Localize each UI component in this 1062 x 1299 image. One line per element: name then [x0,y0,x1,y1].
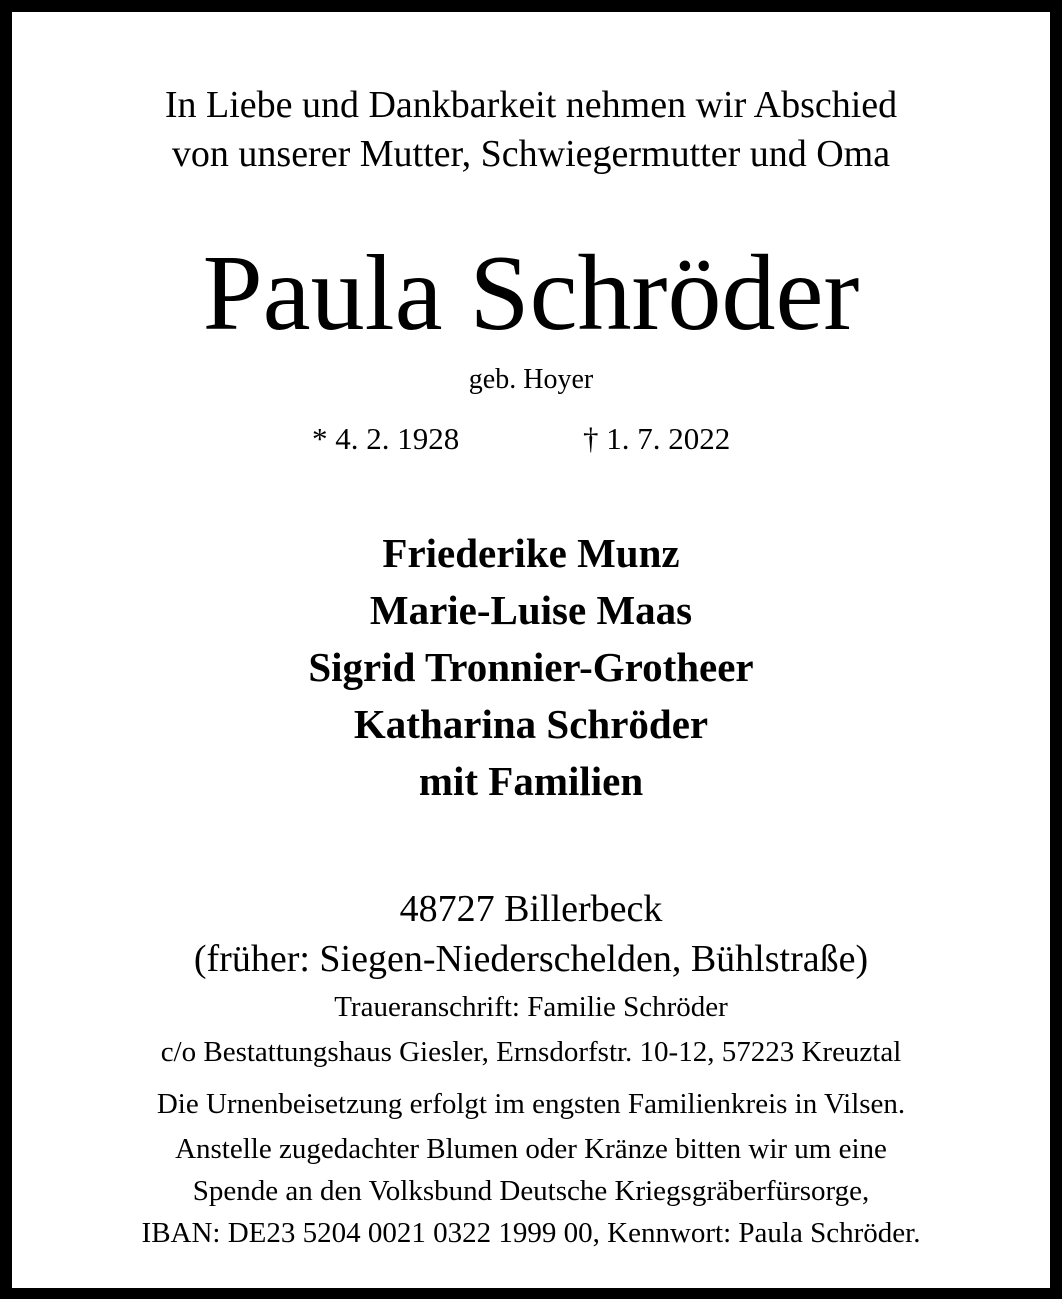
maiden-name: geb. Hoyer [468,364,594,395]
intro-line-2: von unserer Mutter, Schwiegermutter und Oma [171,133,891,175]
death-date: † 1. 7. 2022 [583,421,731,456]
life-dates [0,423,1062,463]
deceased-name: Paula Schröder [202,234,860,353]
mourner-4: Katharina Schröder [353,701,709,747]
former-address: (früher: Siegen-Niederschelden, Bühlstraße) [193,938,869,980]
mourning-address-line-2: c/o Bestattungshaus Giesler, Ernsdorfstr. 10-12, 57223 Kreuztal [160,1036,902,1068]
mourner-3: Sigrid Tronnier-Grotheer [308,644,754,690]
burial-note: Die Urnenbeisetzung erfolgt im engsten Familienkreis in Vilsen. [156,1088,906,1120]
donation-line-1: Anstelle zugedachter Blumen oder Kränze bitten wir um eine [175,1133,887,1165]
donation-line-2: Spende an den Volksbund Deutsche Kriegsgräberfürsorge, [192,1175,870,1207]
mourner-2: Marie-Luise Maas [369,587,693,633]
donation-line-3: IBAN: DE23 5204 0021 0322 1999 00, Kennwort: Paula Schröder. [141,1217,921,1249]
birth-date: * 4. 2. 1928 [312,421,460,456]
mourner-1: Friederike Munz [382,530,680,576]
place: 48727 Billerbeck [399,888,663,930]
mourners-families: mit Familien [418,758,644,804]
intro-line-1: In Liebe und Dankbarkeit nehmen wir Abschied [164,84,898,126]
mourning-address-line-1: Traueranschrift: Familie Schröder [334,991,728,1023]
